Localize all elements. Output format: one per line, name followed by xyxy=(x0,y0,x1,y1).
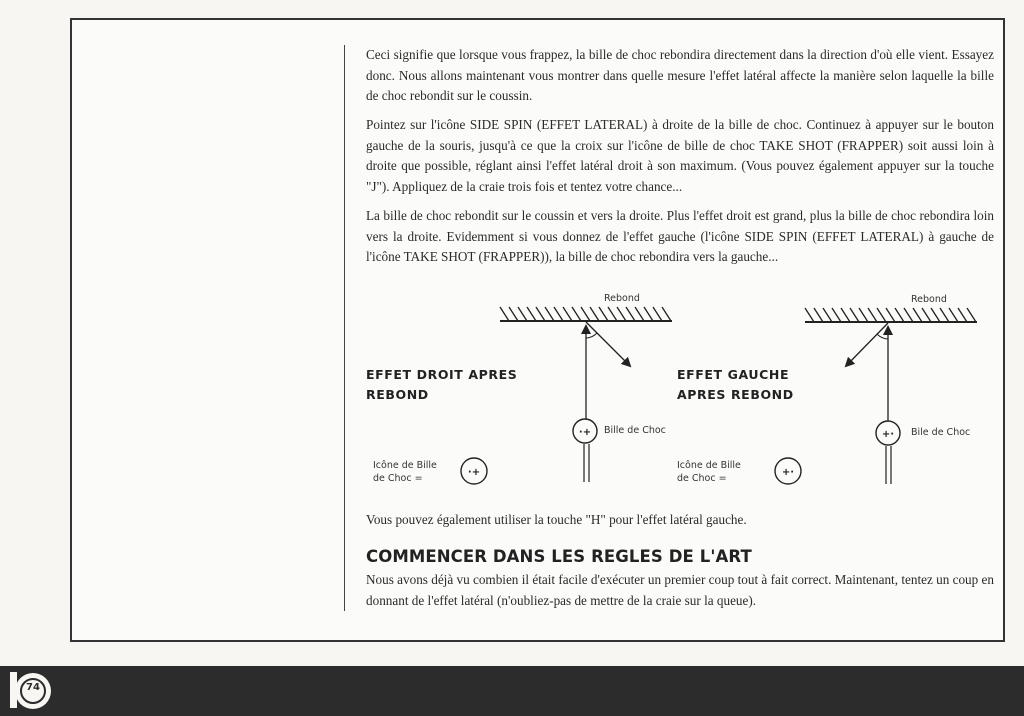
paragraph-4: Vous pouvez également utiliser la touche "H" pour l'effet latéral gauche. xyxy=(366,512,747,527)
diagram-right-title-line2: APRES REBOND xyxy=(677,387,794,402)
diagram-right-icon-label-line2: de Choc = xyxy=(677,473,727,484)
diagram-left-cue-ball-icon-mark: ·+ xyxy=(467,467,481,478)
diagram-left-cue-ball-mark: ·+ xyxy=(578,427,592,438)
diagram-left-ball-label: Bille de Choc xyxy=(604,425,666,436)
diagram-right-title-line1: EFFET GAUCHE xyxy=(677,367,790,382)
diagram-left-title-line2: REBOND xyxy=(366,387,429,402)
footer-bar xyxy=(0,666,1024,716)
diagram-right-cue-ball-mark: +· xyxy=(881,429,895,440)
diagram-right-angle-arc xyxy=(877,334,888,339)
paragraph-5: Nous avons déjà vu combien il était facile d'exécuter un premier coup tout à fait correct. Maintenant, tentez un coup en donnant de l'effet latéral (n'oubliez-pas de mettre de la craie sur la queue). xyxy=(366,572,994,608)
diagram-right-cushion xyxy=(805,308,977,322)
paragraph-1: Ceci signifie que lorsque vous frappez, la bille de choc rebondira directement dans la direction d'où elle vient. Essayez donc. Nous allons maintenant vous montrer dans quelle mesure l'effet latéral affecte la manière selon laquelle la bille de choc rebondit sur le coussin. xyxy=(366,47,994,103)
diagram-left-cushion xyxy=(500,307,672,321)
diagram-right-icon-label-line1: Icône de Bille xyxy=(677,460,741,471)
paragraph-3: La bille de choc rebondit sur le coussin et vers la droite. Plus l'effet droit est grand, plus la bille de choc rebondira loin vers la droite. Evidemment si vous donnez de l'effet gauche (l'icône SIDE SPIN (EFFET LATERAL) à gauche de l'icône TAKE SHOT (FRAPPER)), la bille de choc rebondira vers la gauche... xyxy=(366,208,994,264)
diagram-left-title-line1: EFFET DROIT APRES xyxy=(366,367,518,382)
diagram-left xyxy=(461,307,672,484)
diagram-right-ball-label: Bile de Choc xyxy=(911,427,971,438)
diagram-right xyxy=(775,308,977,484)
diagram-right-rebound-label: Rebond xyxy=(911,294,947,305)
diagram-left-rebound-label: Rebond xyxy=(604,293,640,304)
diagram-left-angle-arc xyxy=(586,333,597,338)
diagram-right-cue-ball-icon-mark: +· xyxy=(781,467,795,478)
diagram-left-icon-label-line1: Icône de Bille xyxy=(373,460,437,471)
section-heading: COMMENCER DANS LES REGLES DE L'ART xyxy=(366,547,752,566)
page-number: 74 xyxy=(26,682,40,693)
paragraph-2: Pointez sur l'icône SIDE SPIN (EFFET LATERAL) à droite de la bille de choc. Continuez à appuyer sur le bouton gauche de la souris, jusqu'à ce que la croix sur l'icône de bille de choc TAKE SHOT (FRAPPER) soit aussi loin à droite que possible, réglant ainsi l'effet latéral droit à son maximum. (Vous pouvez également appuyer sur la touche "J"). Appliquez de la craie trois fois et tentez votre chance... xyxy=(366,117,994,194)
diagram-right-rebound-path xyxy=(846,323,888,366)
diagram-left-rebound-path xyxy=(586,322,630,366)
diagram-left-icon-label-line2: de Choc = xyxy=(373,473,423,484)
